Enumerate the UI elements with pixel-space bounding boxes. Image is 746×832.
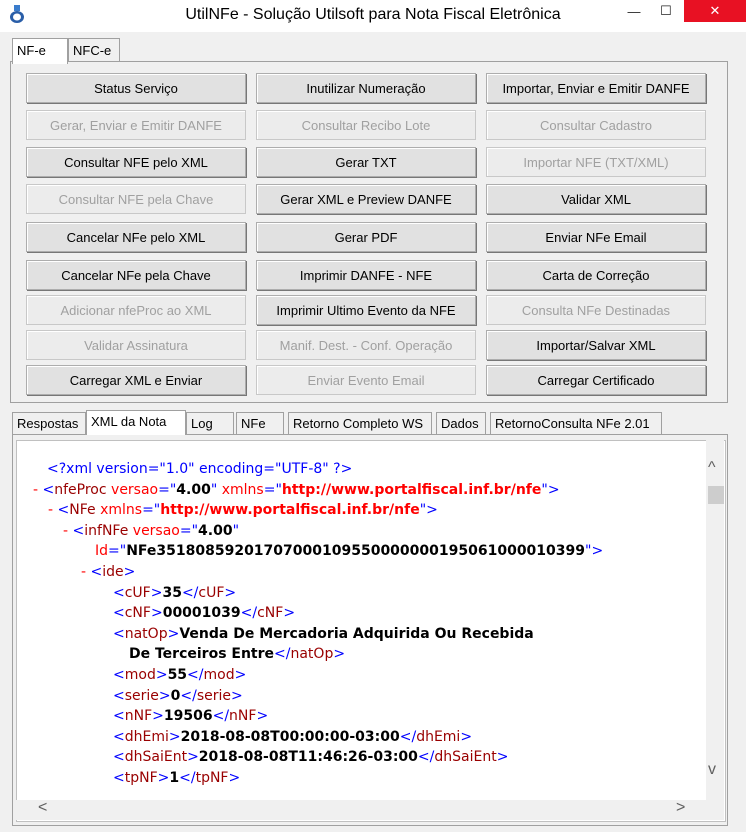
xml-line: <dhSaiEnt>2018-08-08T11:46:26-03:00</dhSaiEnt> bbox=[113, 749, 509, 766]
close-icon: ✕ bbox=[709, 3, 721, 18]
tab-retorno-consulta[interactable]: RetornoConsulta NFe 2.01 bbox=[490, 412, 662, 434]
consultar-nfe-pela-chave-button: Consultar NFE pela Chave bbox=[26, 184, 246, 214]
xml-line: <cUF>35</cUF> bbox=[113, 584, 237, 601]
tab-xml-da-nota[interactable]: XML da Nota bbox=[86, 410, 186, 435]
tab-nfce[interactable]: NFC-e bbox=[68, 38, 120, 62]
maximize-icon: ☐ bbox=[660, 3, 672, 18]
importar-nfe-txt-xml-button: Importar NFE (TXT/XML) bbox=[486, 147, 706, 177]
consultar-nfe-pelo-xml-button[interactable]: Consultar NFE pelo XML bbox=[26, 147, 246, 177]
gerar-pdf-button[interactable]: Gerar PDF bbox=[256, 222, 476, 252]
validar-xml-button[interactable]: Validar XML bbox=[486, 184, 706, 214]
xml-line: <mod>55</mod> bbox=[113, 667, 247, 683]
carta-de-correcao-button[interactable]: Carta de Correção bbox=[486, 260, 706, 290]
cancelar-nfe-pelo-xml-button[interactable]: Cancelar NFe pelo XML bbox=[26, 222, 246, 252]
tab-respostas[interactable]: Respostas bbox=[12, 412, 86, 434]
enviar-nfe-email-button[interactable]: Enviar NFe Email bbox=[486, 222, 706, 252]
scroll-up-icon[interactable]: ^ bbox=[708, 459, 716, 476]
title-bar bbox=[0, 0, 746, 32]
gerar-txt-button[interactable]: Gerar TXT bbox=[256, 147, 476, 177]
maximize-button[interactable] bbox=[650, 0, 682, 22]
horizontal-scrollbar[interactable] bbox=[16, 800, 724, 820]
xml-line: - <NFe xmlns="http://www.portalfiscal.inf.br/nfe"> bbox=[48, 502, 438, 519]
manif-dest-conf-operacao-button: Manif. Dest. - Conf. Operação bbox=[256, 330, 476, 360]
close-button[interactable] bbox=[684, 0, 746, 22]
consultar-cadastro-button: Consultar Cadastro bbox=[486, 110, 706, 140]
cancelar-nfe-pela-chave-button[interactable]: Cancelar NFe pela Chave bbox=[26, 260, 246, 290]
consultar-recibo-lote-button: Consultar Recibo Lote bbox=[256, 110, 476, 140]
xml-line: - <infNFe versao="4.00" bbox=[63, 522, 240, 539]
importar-enviar-e-emitir-danfe-button[interactable]: Importar, Enviar e Emitir DANFE bbox=[486, 73, 706, 103]
imprimir-ultimo-evento-da-nfe-button[interactable]: Imprimir Ultimo Evento da NFE bbox=[256, 295, 476, 325]
gerar-xml-e-preview-danfe-button[interactable]: Gerar XML e Preview DANFE bbox=[256, 184, 476, 214]
carregar-xml-e-enviar-button[interactable]: Carregar XML e Enviar bbox=[26, 365, 246, 395]
xml-line: <dhEmi>2018-08-08T00:00:00-03:00</dhEmi> bbox=[113, 728, 473, 745]
carregar-certificado-button[interactable]: Carregar Certificado bbox=[486, 365, 706, 395]
xml-line: <cNF>00001039</cNF> bbox=[113, 605, 296, 622]
tab-nfe-result[interactable]: NFe bbox=[236, 412, 284, 434]
inutilizar-numeracao-button[interactable]: Inutilizar Numeração bbox=[256, 73, 476, 103]
xml-line: <tpNF>1</tpNF> bbox=[113, 770, 241, 786]
collapse-toggle-icon[interactable]: - bbox=[63, 522, 73, 539]
minimize-icon: — bbox=[627, 3, 641, 19]
scroll-left-icon[interactable]: < bbox=[38, 799, 48, 816]
validar-assinatura-button: Validar Assinatura bbox=[26, 330, 246, 360]
consulta-nfe-destinadas-button: Consulta NFe Destinadas bbox=[486, 295, 706, 325]
collapse-toggle-icon[interactable]: - bbox=[48, 502, 58, 519]
scroll-down-icon[interactable]: v bbox=[708, 761, 716, 778]
xml-line: Id="NFe35180859201707000109550000000195061000010399"> bbox=[95, 543, 604, 560]
xml-line: De Terceiros Entre</natOp> bbox=[129, 646, 346, 663]
vertical-scroll-thumb[interactable] bbox=[708, 486, 724, 504]
tab-nfe[interactable]: NF-e bbox=[12, 38, 68, 64]
imprimir-danfe-nfe-button[interactable]: Imprimir DANFE - NFE bbox=[256, 260, 476, 290]
xml-viewer[interactable] bbox=[16, 440, 726, 822]
scroll-right-icon[interactable]: > bbox=[676, 799, 686, 816]
xml-line: <?xml version="1.0" encoding="UTF-8" ?> bbox=[47, 461, 353, 477]
tab-retorno-completo-ws[interactable]: Retorno Completo WS bbox=[288, 412, 432, 434]
tab-log[interactable]: Log bbox=[186, 412, 234, 434]
importar-salvar-xml-button[interactable]: Importar/Salvar XML bbox=[486, 330, 706, 360]
enviar-evento-email-button: Enviar Evento Email bbox=[256, 365, 476, 395]
status-servico-button[interactable]: Status Serviço bbox=[26, 73, 246, 103]
minimize-button[interactable] bbox=[618, 0, 650, 22]
xml-line: <nNF>19506</nNF> bbox=[113, 708, 269, 725]
xml-line: <natOp>Venda De Mercadoria Adquirida Ou Recebida bbox=[113, 625, 534, 642]
gerar-enviar-e-emitir-danfe-button: Gerar, Enviar e Emitir DANFE bbox=[26, 110, 246, 140]
xml-line: <serie>0</serie> bbox=[113, 687, 243, 704]
adicionar-nfeproc-ao-xml-button: Adicionar nfeProc ao XML bbox=[26, 295, 246, 325]
collapse-toggle-icon[interactable]: - bbox=[81, 564, 91, 580]
tab-dados[interactable]: Dados bbox=[436, 412, 486, 434]
xml-line: - <ide> bbox=[81, 564, 136, 580]
collapse-toggle-icon[interactable]: - bbox=[33, 481, 43, 498]
xml-line: - <nfeProc versao="4.00" xmlns="http://www.portalfiscal.inf.br/nfe"> bbox=[33, 481, 560, 498]
window-title: UtilNFe - Solução Utilsoft para Nota Fiscal Eletrônica bbox=[185, 6, 561, 23]
